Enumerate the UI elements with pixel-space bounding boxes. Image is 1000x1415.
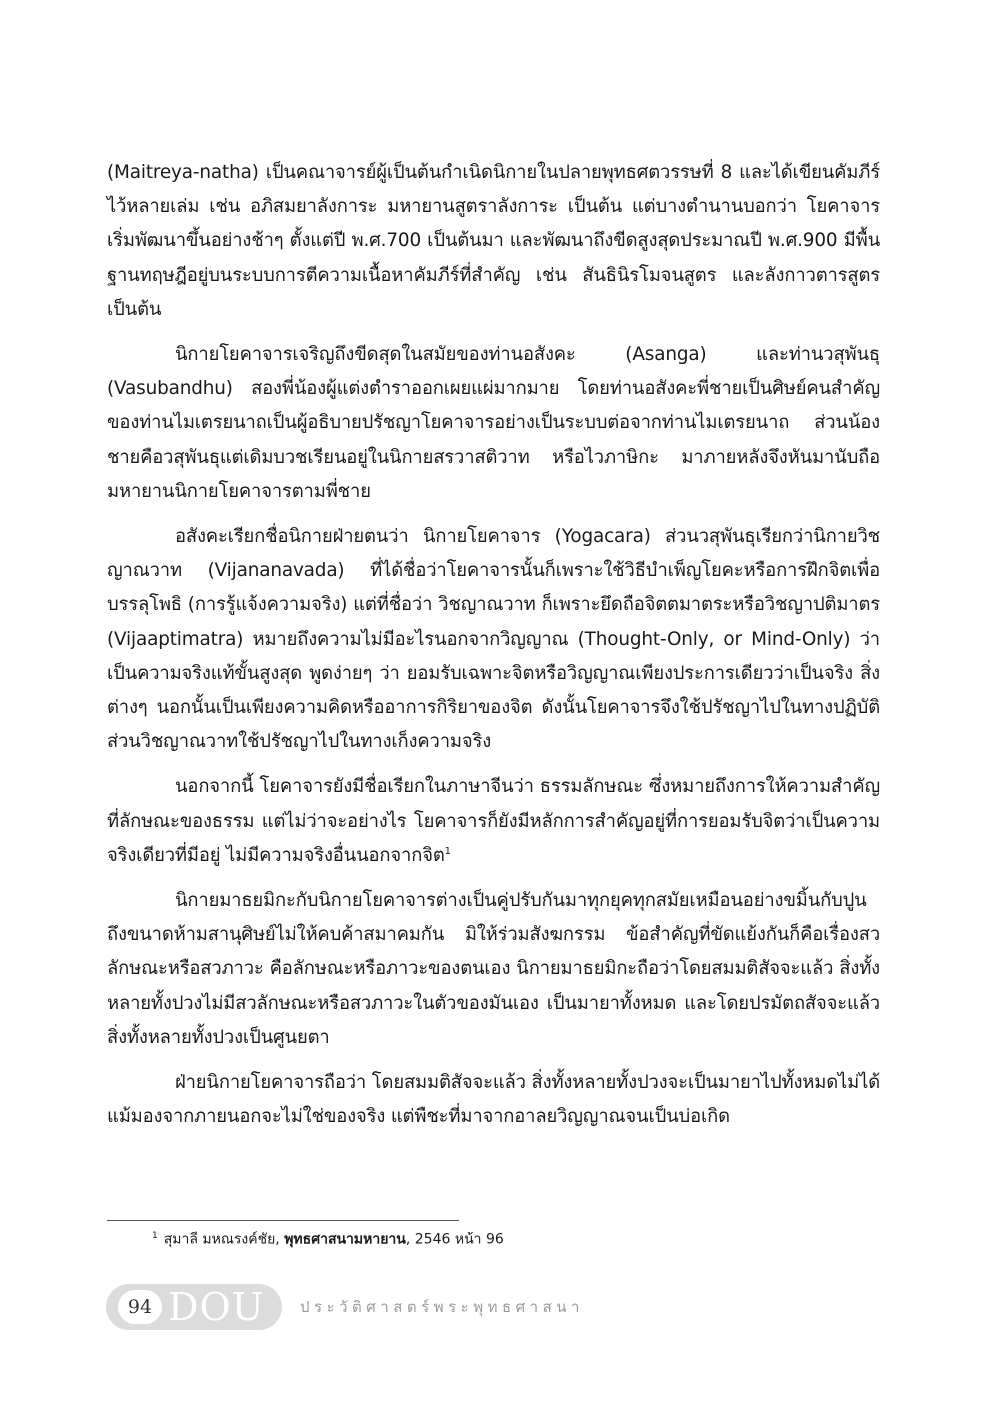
paragraph-text: นิกายโยคาจารเจริญถึงขีดสุดในสมัยของท่านอสังคะ (Asanga) และท่านวสุพันธุ (Vasubandhu) สองพี่น้องผู้แต่งตำราออกเผยแผ่มากมาย โดยท่านอสังคะพี่ชายเป็นศิษย์คนสำคัญของท่านไมเตรยนาถเป็นผู้อธิบายปรัชญาโยคาจารอย่างเป็นระบบต่อจากท่านไมเตรยนาถ ส่วนน้องชายคือวสุพันธุแต่เดิมบวชเรียนอยู่ในนิกายสรวาสติวาท หรือไวภาษิกะ มาภายหลังจึงหันมานับถือมหายานนิกายโยคาจารตามพี่ชาย	[107, 344, 880, 502]
page-footer	[106, 1284, 706, 1330]
paragraph-text: นิกายมาธยมิกะกับนิกายโยคาจารต่างเป็นคู่ปรับกันมาทุกยุคทุกสมัยเหมือนอย่างขมิ้นกับปูน ถึงขนาดห้ามสานุศิษย์ไม่ให้คบค้าสมาคมกัน มิให้ร่วมสังฆกรรม ข้อสำคัญที่ขัดแย้งกันก็คือเรื่องสวลักษณะหรือสวภาวะ คือลักษณะหรือภาวะของตนเอง นิกายมาธยมิกะถือว่าโดยสมมติสัจจะแล้ว สิ่งทั้งหลายทั้งปวงไม่มีสวลักษณะหรือสวภาวะในตัวของมันเอง เป็นมายาทั้งหมด และโดยปรมัตถสัจจะแล้ว สิ่งทั้งหลายทั้งปวงเป็นศูนยตา	[107, 890, 880, 1048]
footnote-author: สุมาลี มหณรงค์ชัย,	[163, 1231, 280, 1248]
course-title: ประวัติศาสตร์พระพุทธศาสนา	[300, 1298, 584, 1316]
paragraph-2	[107, 338, 880, 509]
footnote-reference[interactable]: 1	[444, 845, 451, 857]
footnote	[152, 1226, 504, 1250]
paragraph-4	[107, 770, 880, 873]
footnote-number: 1	[152, 1231, 158, 1241]
paragraph-text: อสังคะเรียกชื่อนิกายฝ่ายตนว่า นิกายโยคาจาร (Yogacara) ส่วนวสุพันธุเรียกว่านิกายวิชญาณวาท (Vijananavada) ที่ได้ชื่อว่าโยคาจารนั้นก็เพราะใช้วิธีบำเพ็ญโยคะหรือการฝึกจิตเพื่อบรรลุโพธิ (การรู้แจ้งความจริง) แต่ที่ชื่อว่า วิชญาณวาท ก็เพราะยึดถือจิตตมาตระหรือวิชญาปติมาตร (Vijaaptimatra) หมายถึงความไม่มีอะไรนอกจากวิญญาณ (Thought-Only, or Mind-Only) ว่าเป็นความจริงแท้ขั้นสูงสุด พูดง่ายๆ ว่า ยอมรับเฉพาะจิตหรือวิญญาณเพียงประการเดียวว่าเป็นจริง สิ่งต่างๆ นอกนั้นเป็นเพียงความคิดหรืออาการกิริยาของจิต ดังนั้นโยคาจารจึงใช้ปรัชญาไปในทางปฏิบัติ ส่วนวิชญาณวาทใช้ปรัชญาไปในทางเก็งความจริง	[107, 526, 880, 753]
paragraph-3	[107, 520, 880, 759]
dou-logo: DOU	[168, 1285, 265, 1329]
paragraph-6	[107, 1066, 880, 1134]
paragraph-text: ฝ่ายนิกายโยคาจารถือว่า โดยสมมติสัจจะแล้ว สิ่งทั้งหลายทั้งปวงจะเป็นมายาไปทั้งหมดไม่ได้ แม้มองจากภายนอกจะไม่ใช่ของจริง แต่พืชะที่มาจากอาลยวิญญาณจนเป็นบ่อเกิด	[107, 1072, 880, 1128]
paragraph-text: (Maitreya-natha) เป็นคณาจารย์ผู้เป็นต้นกำเนิดนิกายในปลายพุทธศตวรรษที่ 8 และได้เขียนคัมภีร์ไว้หลายเล่ม เช่น อภิสมยาลังการะ มหายานสูตราลังการะ เป็นต้น แต่บางตำนานบอกว่า โยคาจารเริ่มพัฒนาขึ้นอย่างช้าๆ ตั้งแต่ปี พ.ศ.700 เป็นต้นมา และพัฒนาถึงขีดสูงสุดประมาณปี พ.ศ.900 มีพื้นฐานทฤษฎีอยู่บนระบบการตีความเนื้อหาคัมภีร์ที่สำคัญ เช่น สันธินิรโมจนสูตร และลังกาวตารสูตร เป็นต้น	[107, 162, 880, 320]
footnote-divider	[107, 1220, 459, 1221]
footer-badge	[106, 1284, 282, 1330]
page-number: 94	[118, 1290, 162, 1324]
paragraph-text: นอกจากนี้ โยคาจารยังมีชื่อเรียกในภาษาจีนว่า ธรรมลักษณะ ซึ่งหมายถึงการให้ความสำคัญที่ลักษณะของธรรม แต่ไม่ว่าจะอย่างไร โยคาจารก็ยังมีหลักการสำคัญอยู่ที่การยอมรับจิตว่าเป็นความจริงเดียวที่มีอยู่ ไม่มีความจริงอื่นนอกจากจิต	[107, 776, 880, 866]
page-body	[107, 156, 880, 1145]
footnote-detail: , 2546 หน้า 96	[405, 1231, 504, 1248]
paragraph-1	[107, 156, 880, 327]
paragraph-5	[107, 884, 880, 1055]
footnote-book-title: พุทธศาสนามหายาน	[284, 1231, 406, 1248]
